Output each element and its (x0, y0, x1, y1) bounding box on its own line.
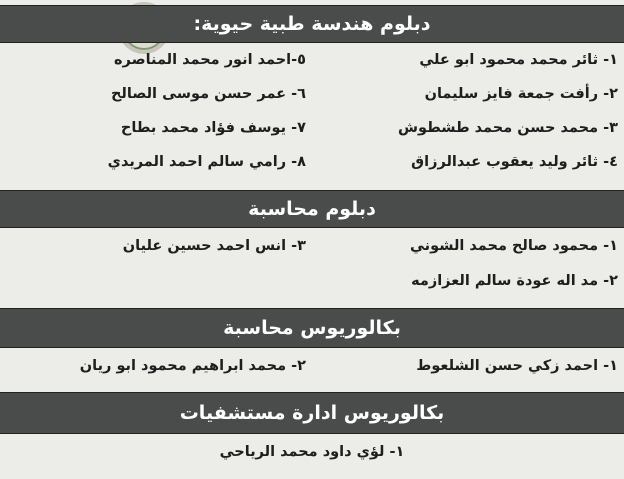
list-item: ١- احمد زكي حسن الشلعوط (416, 358, 618, 374)
list-item: ٦- عمر حسن موسى الصالح (110, 86, 306, 102)
list-item: ٨- رامي سالم احمد المريدي (107, 154, 306, 170)
section-heading-accounting-diploma (0, 190, 624, 228)
list-item: ١- محمود صالح محمد الشوني (409, 238, 618, 254)
list-item: ١- ثائر محمد محمود ابو علي (419, 52, 618, 68)
list-item: ٢- محمد ابراهيم محمود ابو ريان (79, 358, 306, 374)
section-heading-text: بكالوريوس ادارة مستشفيات (179, 402, 445, 424)
section-heading-text: دبلوم هندسة طبية حيوية: (193, 13, 431, 35)
list-item: ٣- انس احمد حسين عليان (122, 238, 306, 254)
list-item: ٧- يوسف فؤاد محمد بطاح (120, 120, 306, 136)
section-heading-accounting-bachelor (0, 308, 624, 348)
list-item: ١- لؤي داود محمد الرياحي (219, 444, 405, 460)
section-heading-biomedical-engineering (0, 5, 624, 43)
list-item: ٣- محمد حسن محمد طشطوش (397, 120, 618, 136)
section-heading-text: بكالوريوس محاسبة (223, 317, 401, 339)
section-heading-text: دبلوم محاسبة (248, 198, 376, 220)
list-item: ٤- ثائر وليد يعقوب عبدالرزاق (411, 154, 618, 170)
list-item: ٢- مد اله عودة سالم العزازمه (411, 273, 618, 289)
list-item: ٥-احمد انور محمد المناصره (113, 52, 306, 68)
list-item: ٢- رأفت جمعة فايز سليمان (424, 86, 618, 102)
section-heading-hospital-management-bachelor (0, 392, 624, 434)
